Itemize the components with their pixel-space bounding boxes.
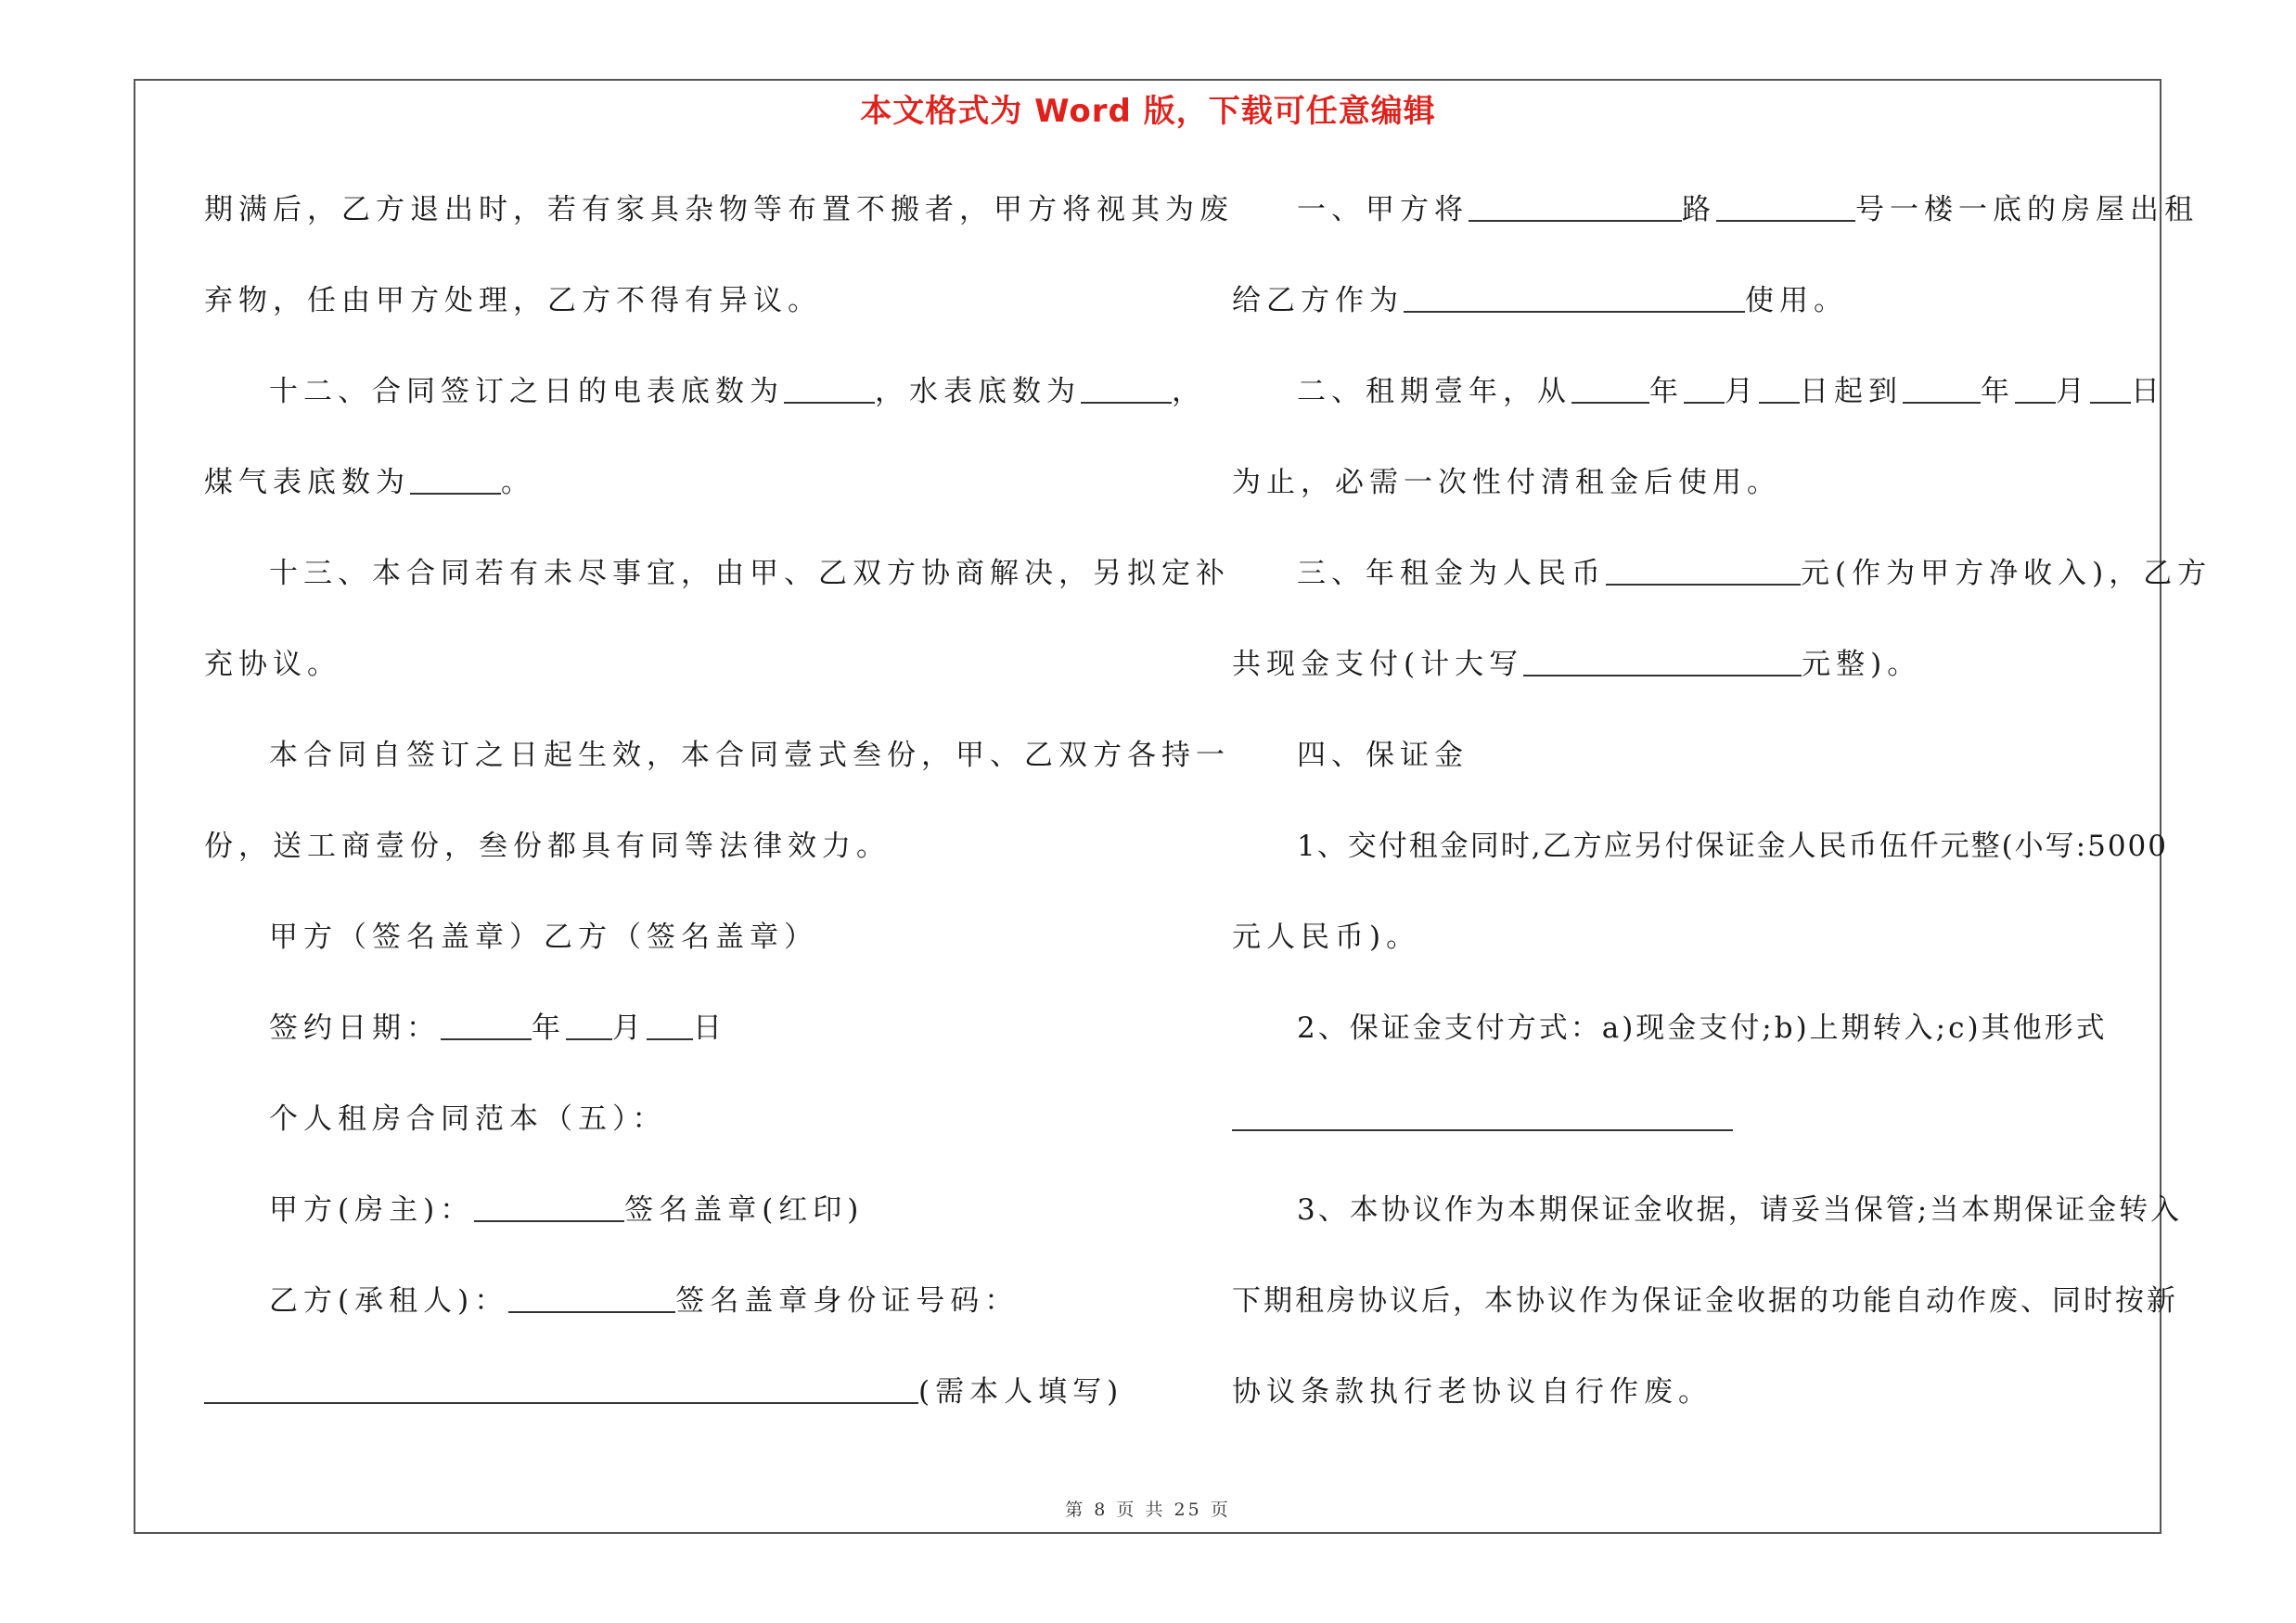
fill-blank [1404,283,1745,313]
paragraph-line: 三、年租金为人民币 元(作为甲方净收入)，乙方 [1297,557,2213,590]
paragraph-line: 下期租房协议后，本协议作为保证金收据的功能自动作废、同时按新 [1232,1284,2178,1318]
fill-blank [1523,647,1802,676]
paragraph-line: 十三、本合同若有未尽事宜，由甲、乙双方协商解决，另拟定补 [269,557,1230,590]
fill-blank [410,465,501,495]
paragraph-line: 十二、合同签订之日的电表底数为 ，水表底数为 ， [269,375,1206,408]
paragraph-line: 份，送工商壹份，叁份都具有同等法律效力。 [204,830,891,863]
fill-blank [1571,374,1649,404]
paragraph-line: 签约日期： 年 月 日 [269,1011,727,1045]
page-footer: 第 8 页 共 25 页 [1065,1500,1231,1520]
paragraph-line: 弃物，任由甲方处理，乙方不得有异议。 [204,284,822,317]
fill-blank [441,1011,532,1040]
paragraph-line: 甲方（签名盖章）乙方（签名盖章） [269,921,818,954]
paragraph-line: 煤气表底数为 。 [204,466,535,499]
paragraph-line: 协议条款执行老协议自行作废。 [1232,1375,1712,1409]
paragraph-line: 四、保证金 [1297,739,1469,772]
right-column [1232,182,2213,1455]
fill-blank [1684,374,1725,404]
paragraph-line: (需本人填写) [204,1364,1122,1455]
paragraph-line: 2、保证金支付方式：a)现金支付;b)上期转入;c)其他形式 [1297,1011,2108,1045]
paragraph-line: 充协议。 [204,648,341,681]
paragraph-line: 为止，必需一次性付清租金后使用。 [1232,466,1781,499]
paragraph-line: 期满后，乙方退出时，若有家具杂物等布置不搬者，甲方将视其为废 [204,193,1234,226]
paragraph-line: 给乙方作为 使用。 [1232,284,1848,317]
paragraph-line: 3、本协议作为本期保证金收据，请妥当保管;当本期保证金转入 [1297,1193,2183,1227]
fill-blank [508,1283,675,1313]
paragraph-line [1232,1091,2160,1182]
fill-blank [1469,192,1682,222]
fill-blank [784,374,875,404]
paragraph-line: 本合同自签订之日起生效，本合同壹式叁份，甲、乙双方各持一 [269,739,1230,772]
fill-blank [1081,374,1172,404]
fill-blank [1759,374,1800,404]
fill-blank [204,1374,918,1404]
fill-blank [1232,1101,1733,1131]
fill-blank [566,1011,612,1040]
paragraph-line: 甲方(房主)： 签名盖章(红印) [269,1193,865,1227]
paragraph-line: 二、租期壹年，从 年 月 日起到 年 月 日 [1297,375,2165,408]
fill-blank [2090,374,2131,404]
paragraph-line: 个人租房合同范本（五）： [269,1102,667,1136]
fill-blank [2015,374,2056,404]
left-column [204,182,1234,1455]
paragraph-line: 元人民币)。 [1232,921,1421,954]
fill-blank [647,1011,693,1040]
paragraph-line: 1、交付租金同时,乙方应另付保证金人民币伍仟元整(小写:5000 [1297,830,2169,863]
paragraph-line: 乙方(承租人)： 签名盖章身份证号码： [269,1284,1020,1318]
fill-blank [1903,374,1981,404]
paragraph-line: 共现金支付(计大写 元整)。 [1232,648,1922,681]
paragraph-line: 一、甲方将 路 号一楼一底的房屋出租 [1297,193,2199,226]
fill-blank [1606,556,1801,586]
fill-blank [474,1192,624,1222]
fill-blank [1716,192,1855,222]
format-banner: 本文格式为 Word 版，下载可任意编辑 [860,93,1436,130]
